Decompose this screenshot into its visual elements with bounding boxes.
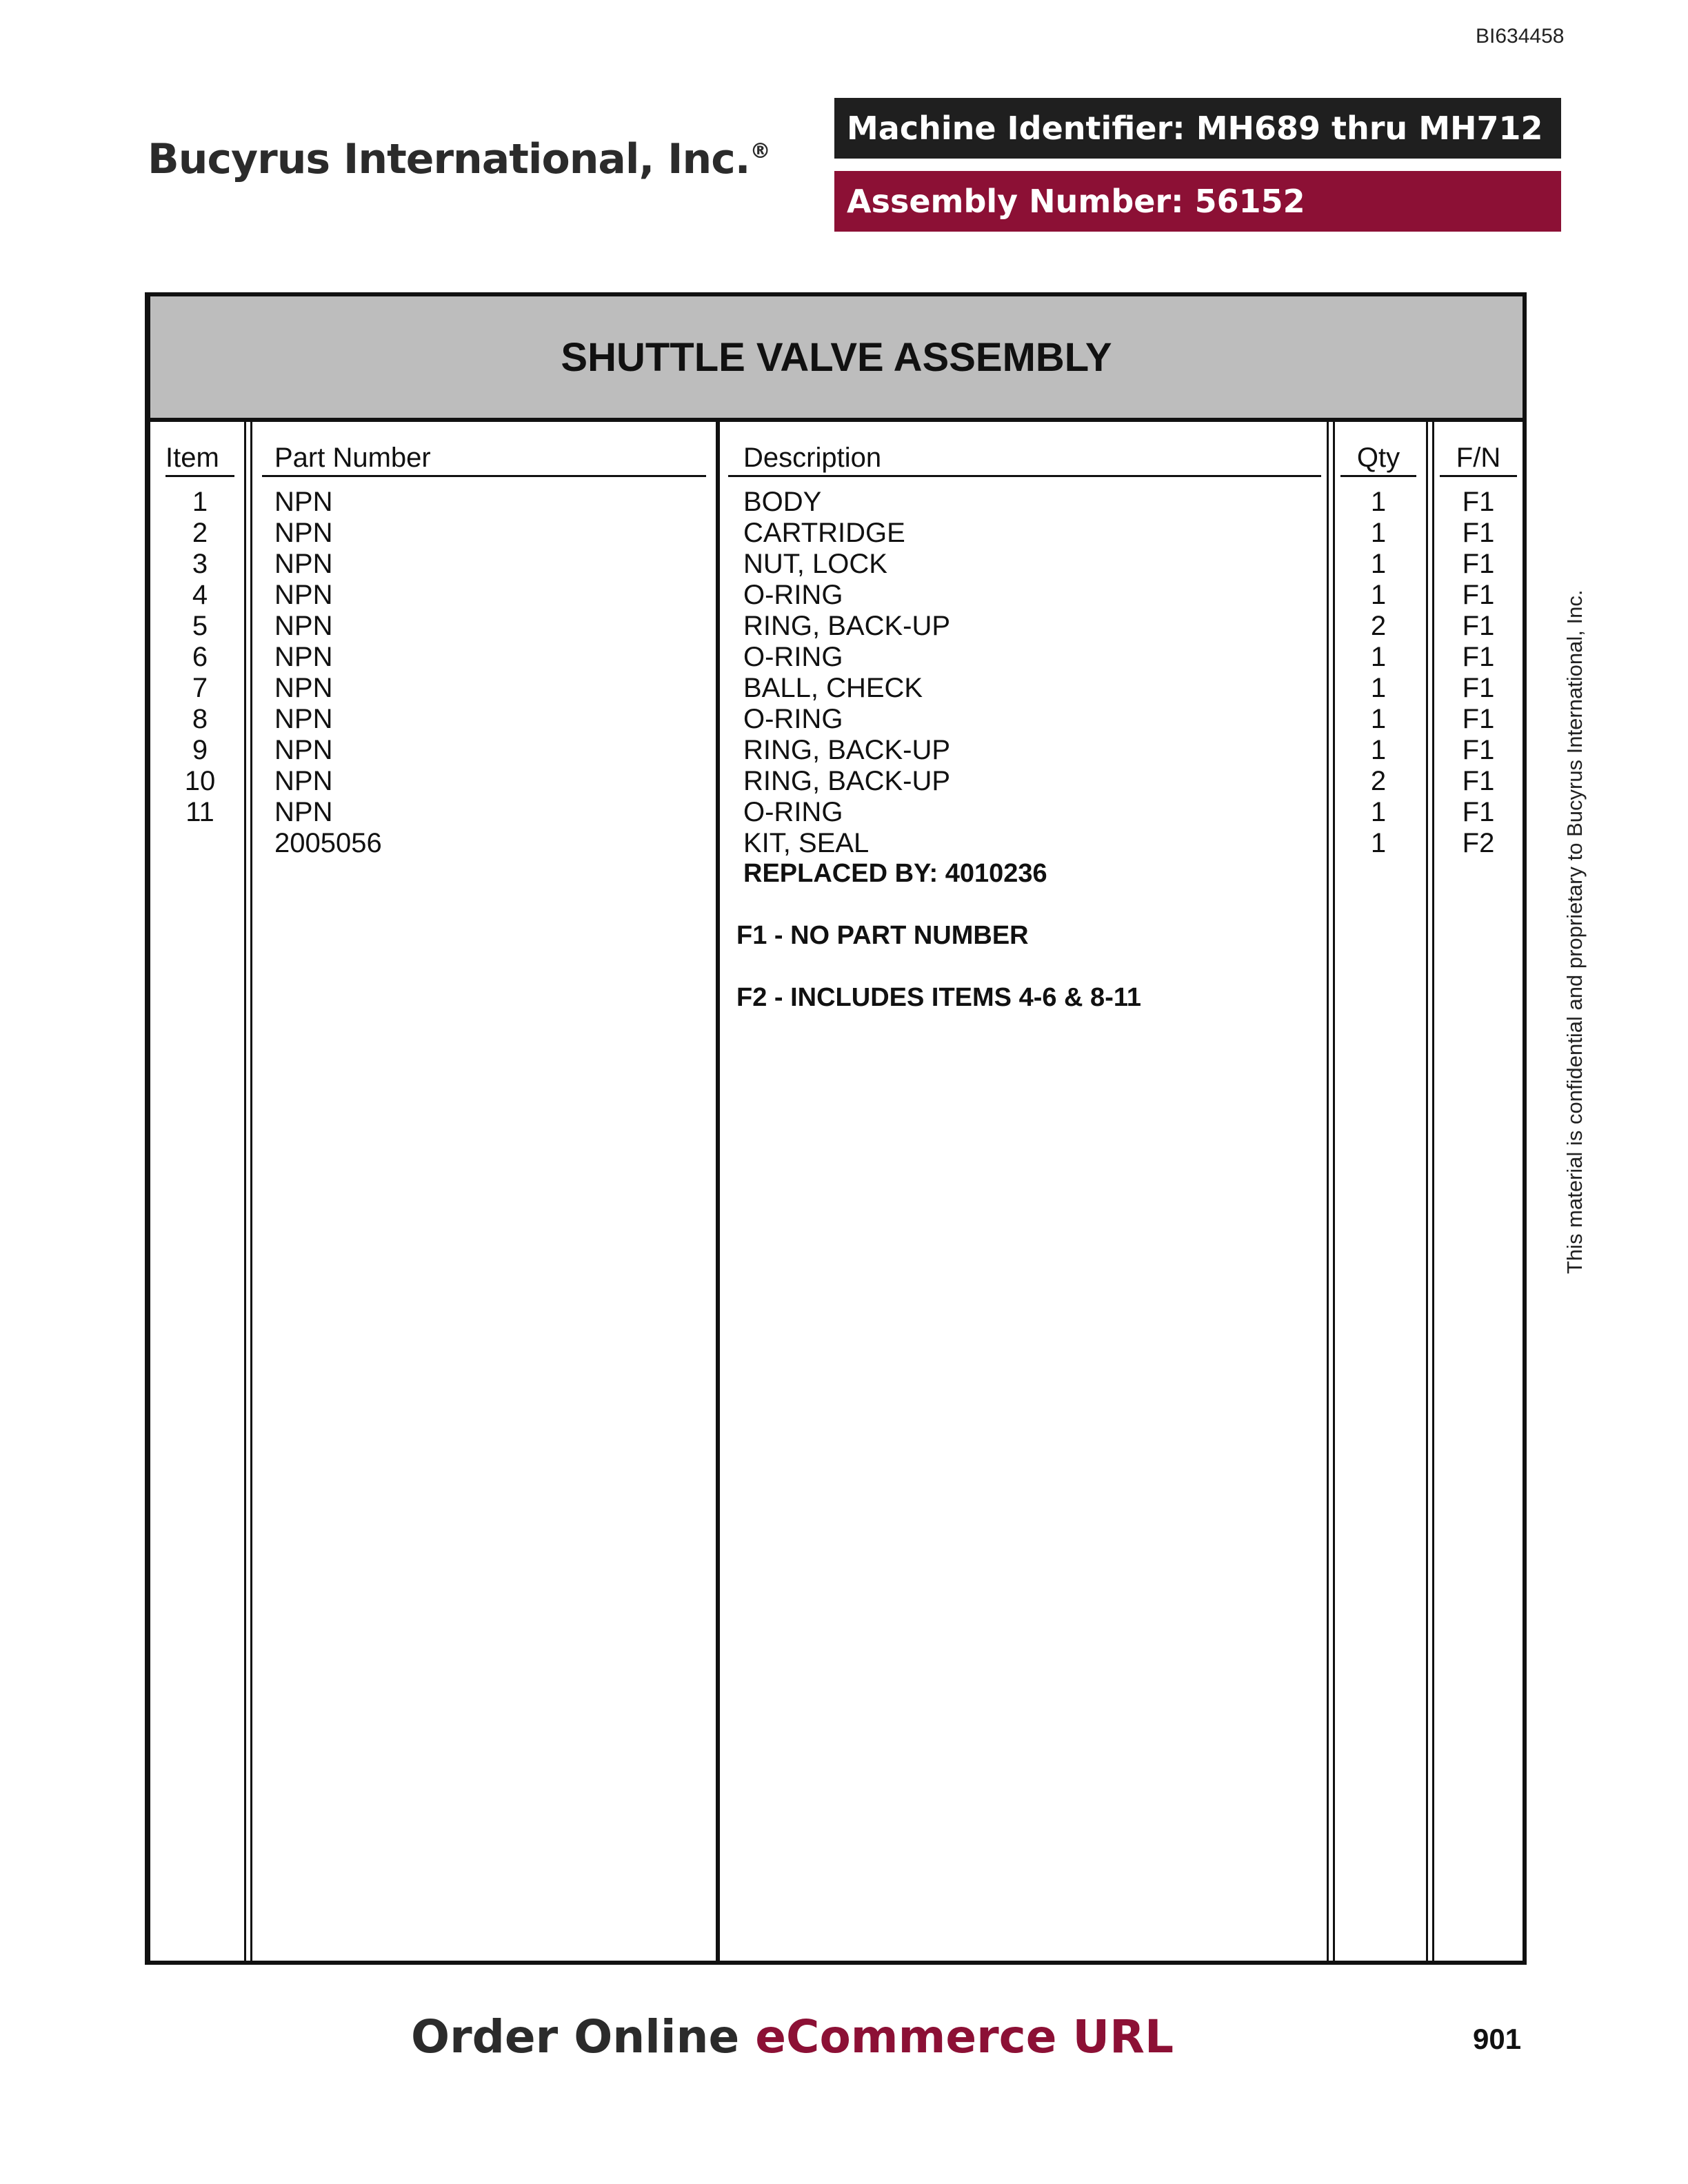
cell-fn: F1 bbox=[1462, 735, 1495, 765]
order-online-banner bbox=[411, 2010, 1174, 2063]
column-header-fn: F/N bbox=[1440, 443, 1517, 477]
cell-qty: 1 bbox=[1370, 580, 1387, 610]
note-f1: F1 - NO PART NUMBER bbox=[736, 921, 1029, 950]
cell-qty: 1 bbox=[1370, 518, 1387, 548]
machine-identifier: Machine Identifier: MH689 thru MH712 bbox=[847, 110, 1543, 147]
cell-qty: 1 bbox=[1370, 642, 1387, 672]
cell-description: O-RING bbox=[743, 580, 843, 610]
cell-item: 5 bbox=[192, 611, 208, 641]
page-number: 901 bbox=[1473, 2023, 1522, 2055]
cell-item: 8 bbox=[192, 704, 208, 734]
cell-part-number: NPN bbox=[274, 580, 333, 610]
cell-item: 4 bbox=[192, 580, 208, 610]
cell-fn: F1 bbox=[1462, 642, 1495, 672]
cell-part-number: NPN bbox=[274, 673, 333, 703]
cell-description: RING, BACK-UP bbox=[743, 735, 951, 765]
column-header-part-number: Part Number bbox=[262, 443, 706, 477]
cell-item: 9 bbox=[192, 735, 208, 765]
cell-description: RING, BACK-UP bbox=[743, 766, 951, 796]
cell-qty: 1 bbox=[1370, 673, 1387, 703]
cell-fn: F1 bbox=[1462, 673, 1495, 703]
company-name-text: Bucyrus International, Inc. bbox=[148, 135, 750, 183]
assembly-number: Assembly Number: 56152 bbox=[847, 183, 1305, 220]
cell-part-number: 2005056 bbox=[274, 828, 382, 858]
cell-fn: F1 bbox=[1462, 704, 1495, 734]
ecommerce-url-link[interactable]: eCommerce URL bbox=[755, 2010, 1174, 2063]
cell-item: 10 bbox=[184, 766, 216, 796]
cell-description: BODY bbox=[743, 487, 822, 517]
cell-fn: F1 bbox=[1462, 549, 1495, 579]
cell-item: 3 bbox=[192, 549, 208, 579]
cell-part-number: NPN bbox=[274, 611, 333, 641]
assembly-number-box bbox=[834, 171, 1561, 232]
cell-description: O-RING bbox=[743, 797, 843, 827]
column-header-qty: Qty bbox=[1340, 443, 1416, 477]
column-header-item: Item bbox=[165, 443, 234, 477]
cell-part-number: NPN bbox=[274, 735, 333, 765]
cell-description: NUT, LOCK bbox=[743, 549, 887, 579]
column-header-description: Description bbox=[728, 443, 1321, 477]
column-divider-item bbox=[244, 422, 252, 1961]
cell-qty: 1 bbox=[1370, 704, 1387, 734]
column-divider-description bbox=[1327, 422, 1335, 1961]
confidentiality-notice: This material is confidential and proprietary to Bucyrus International, Inc. bbox=[1563, 589, 1587, 1274]
parts-table-frame bbox=[145, 292, 1527, 1965]
cell-description: O-RING bbox=[743, 642, 843, 672]
cell-fn: F1 bbox=[1462, 580, 1495, 610]
cell-part-number: NPN bbox=[274, 766, 333, 796]
cell-qty: 2 bbox=[1370, 766, 1387, 796]
cell-fn: F1 bbox=[1462, 611, 1495, 641]
cell-description: KIT, SEAL bbox=[743, 828, 870, 858]
cell-description: CARTRIDGE bbox=[743, 518, 905, 548]
cell-part-number: NPN bbox=[274, 487, 333, 517]
cell-description: O-RING bbox=[743, 704, 843, 734]
cell-item: 11 bbox=[185, 797, 214, 827]
cell-qty: 1 bbox=[1370, 828, 1387, 858]
cell-item: 6 bbox=[192, 642, 208, 672]
cell-fn: F1 bbox=[1462, 487, 1495, 517]
cell-fn: F1 bbox=[1462, 797, 1495, 827]
cell-qty: 2 bbox=[1370, 611, 1387, 641]
cell-part-number: NPN bbox=[274, 642, 333, 672]
cell-item: 7 bbox=[192, 673, 208, 703]
cell-part-number: NPN bbox=[274, 704, 333, 734]
company-name bbox=[148, 135, 770, 183]
machine-identifier-box bbox=[834, 98, 1561, 159]
cell-fn: F2 bbox=[1462, 828, 1495, 858]
cell-qty: 1 bbox=[1370, 549, 1387, 579]
column-divider-part-number bbox=[716, 422, 720, 1961]
cell-description: RING, BACK-UP bbox=[743, 611, 951, 641]
cell-qty: 1 bbox=[1370, 735, 1387, 765]
cell-item: 2 bbox=[192, 518, 208, 548]
cell-fn: F1 bbox=[1462, 518, 1495, 548]
page-title: SHUTTLE VALVE ASSEMBLY bbox=[150, 296, 1523, 422]
column-divider-qty bbox=[1426, 422, 1434, 1961]
cell-description: BALL, CHECK bbox=[743, 673, 923, 703]
note-f2: F2 - INCLUDES ITEMS 4-6 & 8-11 bbox=[736, 983, 1142, 1012]
cell-qty: 1 bbox=[1370, 487, 1387, 517]
cell-part-number: NPN bbox=[274, 518, 333, 548]
note-replaced-by: REPLACED BY: 4010236 bbox=[743, 859, 1047, 888]
cell-part-number: NPN bbox=[274, 549, 333, 579]
cell-fn: F1 bbox=[1462, 766, 1495, 796]
cell-qty: 1 bbox=[1370, 797, 1387, 827]
order-online-text: Order Online bbox=[411, 2010, 740, 2063]
registered-mark: ® bbox=[750, 139, 770, 163]
document-id: BI634458 bbox=[1476, 25, 1565, 48]
cell-part-number: NPN bbox=[274, 797, 333, 827]
cell-item: 1 bbox=[192, 487, 208, 517]
